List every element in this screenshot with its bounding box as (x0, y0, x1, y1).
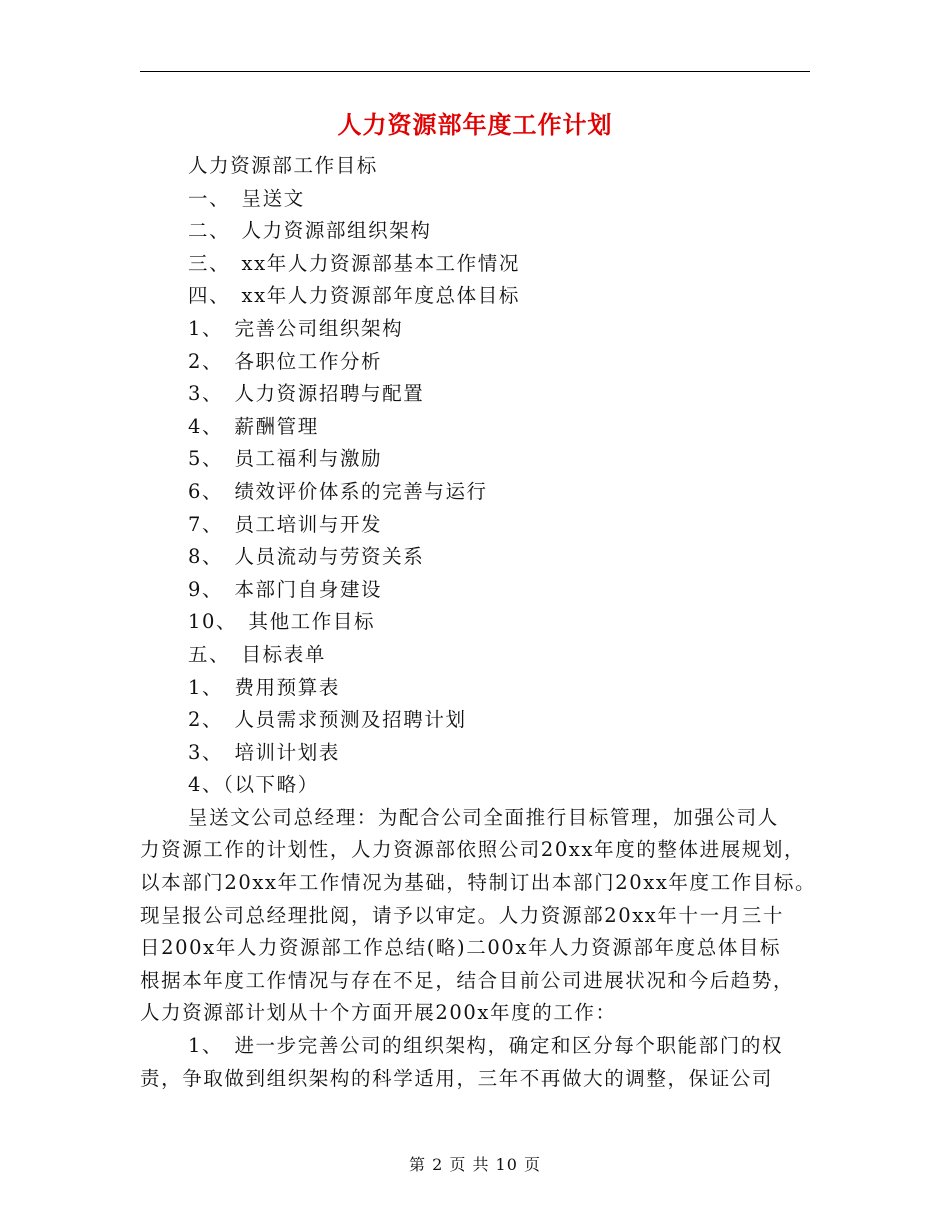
document-title: 人力资源部年度工作计划 (337, 110, 613, 139)
body-line: 3、 人力资源招聘与配置 (188, 382, 425, 406)
body-line: 人力资源部计划从十个方面开展200x年度的工作： (140, 1001, 617, 1025)
body-line: 1、 完善公司组织架构 (188, 316, 404, 340)
body-line: 以本部门20xx年工作情况为基础，特制订出本部门20xx年度工作目标。 (140, 871, 817, 895)
body-line: 五、 目标表单 (188, 642, 326, 666)
body-line: 5、 员工福利与激励 (188, 447, 383, 471)
body-line: 四、 xx年人力资源部年度总体目标 (188, 284, 520, 308)
body-line: 现呈报公司总经理批阅，请予以审定。人力资源部20xx年十一月三十 (140, 903, 785, 927)
body-line: 1、 进一步完善公司的组织架构，确定和区分每个职能部门的权 (188, 1034, 784, 1058)
body-line: 日200x年人力资源部工作总结(略)二00x年人力资源部年度总体目标 (140, 936, 782, 960)
body-line: 根据本年度工作情况与存在不足，结合目前公司进展状况和今后趋势， (140, 968, 795, 992)
document-body (140, 150, 817, 1095)
body-line: 三、 xx年人力资源部基本工作情况 (188, 251, 520, 275)
body-line: 3、 培训计划表 (188, 740, 340, 764)
page-number: 第 2 页 共 10 页 (409, 1155, 541, 1174)
body-line: 4、 薪酬管理 (188, 414, 319, 438)
body-line: 一、 呈送文 (188, 186, 305, 210)
body-line: 呈送文公司总经理：为配合公司全面推行目标管理，加强公司人 (188, 805, 779, 829)
body-line: 2、 人员需求预测及招聘计划 (188, 708, 467, 732)
body-line: 7、 员工培训与开发 (188, 512, 383, 536)
body-line: 责，争取做到组织架构的科学适用，三年不再做大的调整，保证公司 (140, 1066, 774, 1090)
header-rule (140, 71, 810, 72)
body-line: 10、 其他工作目标 (188, 610, 376, 634)
body-line: 2、 各职位工作分析 (188, 349, 383, 373)
body-line: 人力资源部工作目标 (188, 154, 378, 177)
body-line: 1、 费用预算表 (188, 675, 340, 699)
body-line: 8、 人员流动与劳资关系 (188, 545, 425, 569)
body-line: 9、 本部门自身建设 (188, 577, 383, 601)
body-line: 二、 人力资源部组织架构 (188, 219, 432, 243)
body-line: 6、 绩效评价体系的完善与运行 (188, 479, 488, 503)
body-line: 4、（以下略） (188, 773, 319, 797)
body-line: 力资源工作的计划性，人力资源部依照公司20xx年度的整体进展规划， (140, 838, 806, 862)
